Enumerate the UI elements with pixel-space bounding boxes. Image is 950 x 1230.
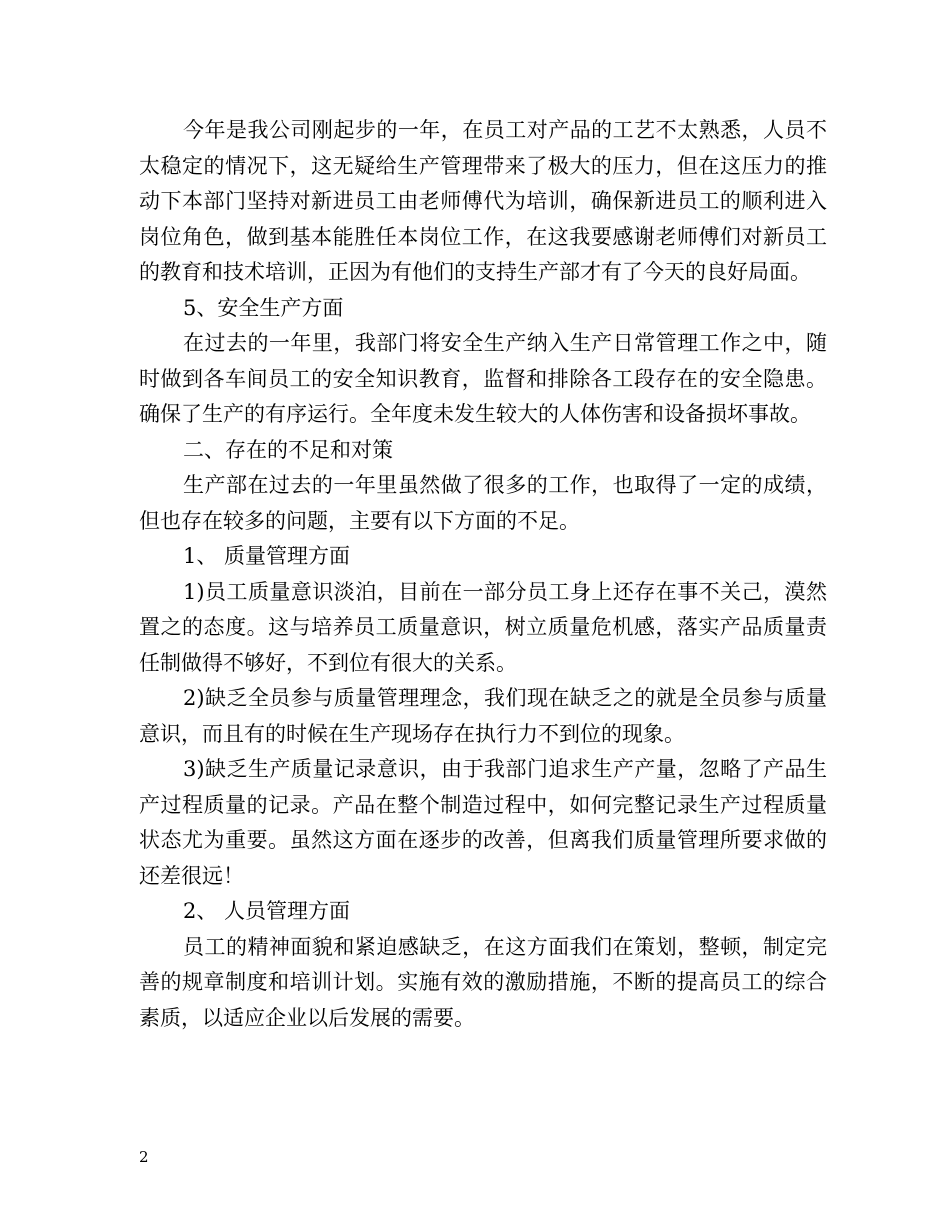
paragraph-quality-1: 1)员工质量意识淡泊，目前在一部分员工身上还存在事不关己，漠然置之的态度。这与培养员工质量意识，树立质量危机感，落实产品质量责任制做得不够好，不到位有很大的关系。 — [139, 579, 827, 675]
paragraph-quality-3: 3)缺乏生产质量记录意识，由于我部门追求生产产量，忽略了产品生产过程质量的记录。产品在整个制造过程中，如何完整记录生产过程质量状态尤为重要。虽然这方面在逐步的改善，但离我们质量管理所要求做的还差很远！ — [139, 757, 827, 888]
paragraph-quality-2: 2)缺乏全员参与质量管理理念，我们现在缺乏之的就是全员参与质量意识，而且有的时候在生产现场存在执行力不到位的现象。 — [139, 686, 827, 746]
page-number: 2 — [139, 1148, 149, 1166]
heading-safety-production: 5、安全生产方面 — [183, 295, 344, 320]
heading-personnel-management: 2、 人员管理方面 — [183, 899, 351, 923]
heading-shortcomings: 二、存在的不足和对策 — [183, 437, 393, 462]
paragraph-shortcomings: 生产部在过去的一年里虽然做了很多的工作，也取得了一定的成绩，但也存在较多的问题，主要有以下方面的不足。 — [139, 473, 827, 533]
paragraph-personnel: 员工的精神面貌和紧迫感缺乏，在这方面我们在策划，整顿，制定完善的规章制度和培训计划。实施有效的激励措施，不断的提高员工的综合素质，以适应企业以后发展的需要。 — [139, 934, 827, 1030]
heading-quality-management: 1、 质量管理方面 — [183, 544, 351, 568]
paragraph-safety: 在过去的一年里，我部门将安全生产纳入生产日常管理工作之中，随时做到各车间员工的安全知识教育，监督和排除各工段存在的安全隐患。确保了生产的有序运行。全年度未发生较大的人体伤害和设备损坏事故。 — [139, 331, 827, 426]
document-body — [139, 113, 827, 1036]
paragraph-intro: 今年是我公司刚起步的一年，在员工对产品的工艺不太熟悉，人员不太稳定的情况下，这无疑给生产管理带来了极大的压力，但在这压力的推动下本部门坚持对新进员工由老师傅代为培训，确保新进员工的顺利进入岗位角色，做到基本能胜任本岗位工作，在这我要感谢老师傅们对新员工的教育和技术培训，正因为有他们的支持生产部才有了今天的良好局面。 — [139, 118, 827, 284]
